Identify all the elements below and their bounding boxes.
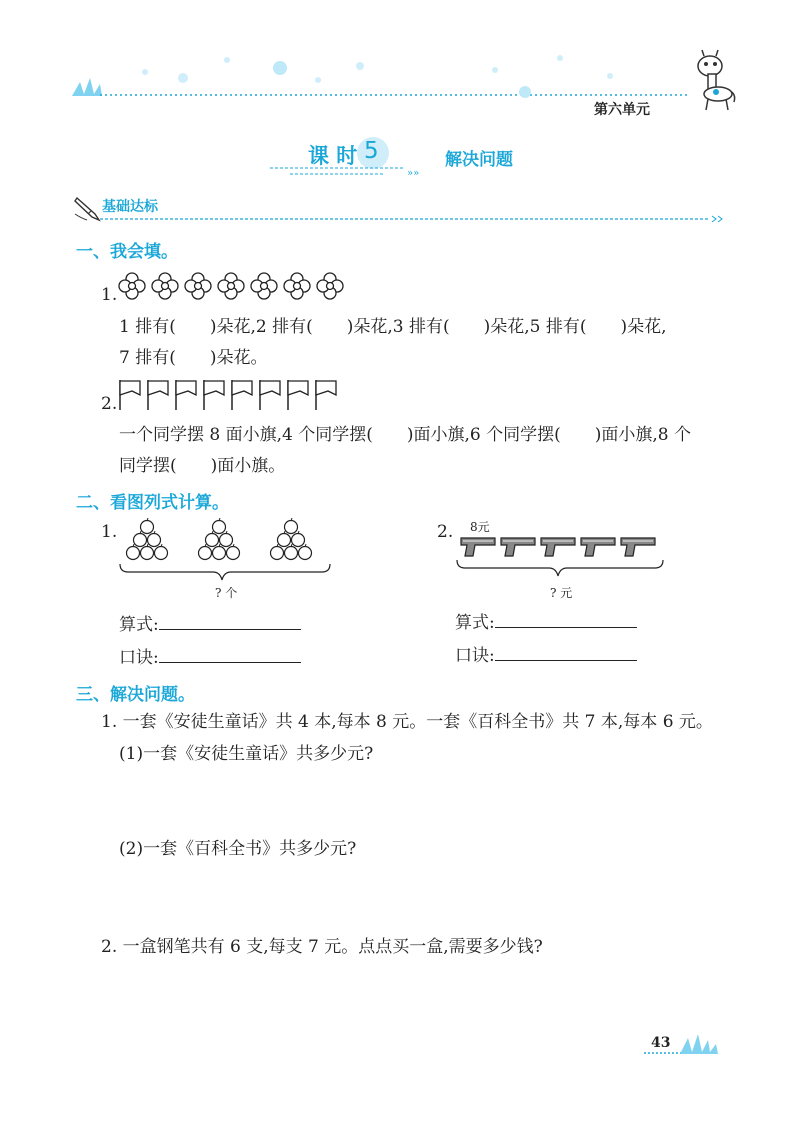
flag-icon bbox=[176, 380, 196, 410]
flower-icon bbox=[218, 273, 244, 299]
s1-q2-line2: 同学摆( )面小旗。 bbox=[119, 456, 286, 476]
formula-answer-line[interactable] bbox=[159, 615, 301, 630]
flower-icon bbox=[185, 273, 211, 299]
rhyme-label: 口诀: bbox=[455, 646, 495, 666]
flower-icon bbox=[284, 273, 310, 299]
flower-icon bbox=[317, 273, 343, 299]
lesson-number: 5 bbox=[364, 138, 379, 164]
rhyme-answer-line[interactable] bbox=[495, 646, 637, 661]
unit-label: 第六单元 bbox=[594, 102, 650, 118]
toy-gun-icon bbox=[461, 538, 495, 556]
toy-gun-icon bbox=[501, 538, 535, 556]
footer-decoration bbox=[636, 1030, 726, 1060]
section3-title: 三、解决问题。 bbox=[76, 685, 195, 705]
flower-icon bbox=[119, 273, 145, 299]
lesson-underline bbox=[270, 165, 410, 185]
s1-q2-number: 2. bbox=[101, 394, 118, 414]
s2-q1-brace-label: ? 个 bbox=[215, 586, 238, 600]
flag-icon bbox=[204, 380, 224, 410]
s1-q2-line1: 一个同学摆 8 面小旗,4 个同学摆( )面小旗,6 个同学摆( )面小旗,8 个 bbox=[119, 425, 692, 445]
s2-q2-number: 2. bbox=[437, 522, 454, 542]
s2-q2-formula bbox=[455, 612, 637, 634]
flag-icon bbox=[288, 380, 308, 410]
toy-gun-icon bbox=[581, 538, 615, 556]
lesson-arrows: »» bbox=[407, 168, 420, 179]
flag-icon bbox=[316, 380, 336, 410]
s1-q1-line2: 7 排有( )朵花。 bbox=[119, 348, 268, 368]
giraffe-icon bbox=[688, 52, 738, 112]
lesson-title: 解决问题 bbox=[445, 150, 513, 170]
s2-q1-rhyme bbox=[119, 647, 301, 669]
apple-icon bbox=[141, 518, 154, 534]
brace-shape bbox=[457, 560, 663, 576]
toy-gun-icon bbox=[621, 538, 655, 556]
flag-icon bbox=[120, 380, 140, 410]
rhyme-answer-line[interactable] bbox=[159, 648, 301, 663]
formula-label: 算式: bbox=[455, 613, 495, 633]
toy-gun-icon bbox=[541, 538, 575, 556]
s2-q2-brace-label: ? 元 bbox=[550, 586, 573, 600]
s3-q2-text: 2. 一盒钢笔共有 6 支,每支 7 元。点点买一盒,需要多少钱? bbox=[101, 937, 543, 957]
flag-row-image bbox=[116, 378, 346, 412]
brace-shape bbox=[120, 564, 330, 580]
s2-q1-number: 1. bbox=[101, 522, 118, 542]
flag-icon bbox=[260, 380, 280, 410]
flag-icon bbox=[232, 380, 252, 410]
s2-q1-formula bbox=[119, 614, 301, 636]
pencil-icon bbox=[73, 194, 103, 222]
rhyme-label: 口诀: bbox=[119, 648, 159, 668]
s1-q1-number: 1. bbox=[101, 285, 118, 305]
s1-q1-line1: 1 排有( )朵花,2 排有( )朵花,3 排有( )朵花,5 排有( )朵花, bbox=[119, 317, 667, 337]
apple-icon bbox=[285, 518, 298, 534]
header-decoration bbox=[0, 0, 800, 110]
s2-q2-price-label: 8元 bbox=[470, 520, 490, 534]
s2-q2-rhyme bbox=[455, 645, 637, 667]
lesson-prefix: 课 时 bbox=[308, 144, 358, 168]
flower-icon bbox=[251, 273, 277, 299]
banner-line bbox=[100, 214, 730, 224]
s3-q1-sub1: (1)一套《安徒生童话》共多少元? bbox=[119, 744, 374, 764]
s3-q1-text: 1. 一套《安徒生童话》共 4 本,每本 8 元。一套《百科全书》共 7 本,每本 6 元。 bbox=[101, 712, 713, 732]
page-number: 43 bbox=[651, 1035, 671, 1051]
flower-icon bbox=[152, 273, 178, 299]
flag-icon bbox=[148, 380, 168, 410]
s3-q1-sub2: (2)一套《百科全书》共多少元? bbox=[119, 839, 357, 859]
banner-label: 基础达标 bbox=[102, 199, 158, 215]
section2-title: 二、看图列式计算。 bbox=[76, 493, 229, 513]
section1-title: 一、我会填。 bbox=[76, 242, 178, 262]
apple-icon bbox=[213, 518, 226, 534]
formula-label: 算式: bbox=[119, 615, 159, 635]
formula-answer-line[interactable] bbox=[495, 613, 637, 628]
toy-gun-row-image bbox=[455, 532, 670, 592]
flower-row-image bbox=[118, 272, 348, 302]
